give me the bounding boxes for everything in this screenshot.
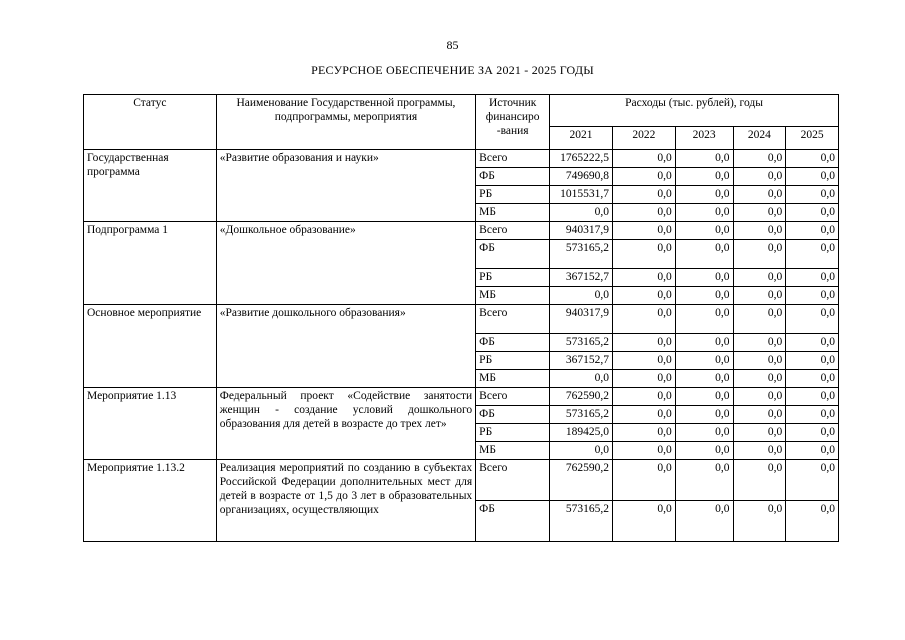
value-cell: 0,0 <box>612 186 675 204</box>
value-cell: 940317,9 <box>550 222 613 240</box>
source-cell: Всего <box>476 305 550 334</box>
value-cell: 0,0 <box>786 287 839 305</box>
source-cell: РБ <box>476 352 550 370</box>
source-cell: Всего <box>476 150 550 168</box>
source-cell: ФБ <box>476 406 550 424</box>
value-cell: 0,0 <box>786 334 839 352</box>
value-cell: 0,0 <box>550 442 613 460</box>
source-cell: Всего <box>476 460 550 501</box>
value-cell: 0,0 <box>733 424 786 442</box>
value-cell: 0,0 <box>675 352 733 370</box>
value-cell: 0,0 <box>675 287 733 305</box>
value-cell: 0,0 <box>612 287 675 305</box>
value-cell: 0,0 <box>733 186 786 204</box>
value-cell: 0,0 <box>786 269 839 287</box>
value-cell: 0,0 <box>786 352 839 370</box>
table-row <box>84 388 839 406</box>
value-cell: 0,0 <box>612 406 675 424</box>
document-title: РЕСУРСНОЕ ОБЕСПЕЧЕНИЕ ЗА 2021 - 2025 ГОДЫ <box>311 63 594 77</box>
value-cell: 0,0 <box>612 240 675 269</box>
value-cell: 0,0 <box>733 168 786 186</box>
value-cell: 0,0 <box>786 150 839 168</box>
resource-table <box>83 94 839 542</box>
table-row <box>84 222 839 240</box>
value-cell: 1765222,5 <box>550 150 613 168</box>
status-cell: Мероприятие 1.13 <box>84 388 217 460</box>
value-cell: 0,0 <box>612 150 675 168</box>
value-cell: 573165,2 <box>550 501 613 542</box>
value-cell: 0,0 <box>612 352 675 370</box>
header-status: Статус <box>84 95 217 150</box>
value-cell: 0,0 <box>733 501 786 542</box>
value-cell: 0,0 <box>612 269 675 287</box>
value-cell: 0,0 <box>733 334 786 352</box>
value-cell: 940317,9 <box>550 305 613 334</box>
value-cell: 0,0 <box>612 334 675 352</box>
name-cell: «Развитие образования и науки» <box>216 150 475 222</box>
value-cell: 0,0 <box>612 501 675 542</box>
name-cell: Реализация мероприятий по созданию в субъектах Российской Федерации дополнительных мест для детей в возрасте от 1,5 до 3 лет в образовательных организациях, осуществляющих <box>216 460 475 542</box>
value-cell: 0,0 <box>786 240 839 269</box>
source-cell: МБ <box>476 370 550 388</box>
value-cell: 0,0 <box>786 406 839 424</box>
source-cell: МБ <box>476 287 550 305</box>
value-cell: 0,0 <box>550 287 613 305</box>
source-cell: ФБ <box>476 240 550 269</box>
page-number: 85 <box>446 38 459 52</box>
value-cell: 0,0 <box>733 269 786 287</box>
source-cell: ФБ <box>476 334 550 352</box>
value-cell: 0,0 <box>786 186 839 204</box>
value-cell: 0,0 <box>612 204 675 222</box>
value-cell: 0,0 <box>675 406 733 424</box>
value-cell: 0,0 <box>733 240 786 269</box>
header-expenses: Расходы (тыс. рублей), годы <box>550 95 839 127</box>
header-name: Наименование Государственной программы, подпрограммы, мероприятия <box>216 95 475 150</box>
value-cell: 0,0 <box>786 460 839 501</box>
value-cell: 0,0 <box>675 370 733 388</box>
value-cell: 0,0 <box>733 204 786 222</box>
value-cell: 0,0 <box>675 150 733 168</box>
source-cell: РБ <box>476 269 550 287</box>
value-cell: 0,0 <box>675 168 733 186</box>
value-cell: 0,0 <box>550 204 613 222</box>
value-cell: 762590,2 <box>550 388 613 406</box>
source-cell: ФБ <box>476 501 550 542</box>
value-cell: 0,0 <box>786 168 839 186</box>
value-cell: 0,0 <box>675 222 733 240</box>
value-cell: 573165,2 <box>550 406 613 424</box>
value-cell: 0,0 <box>733 222 786 240</box>
value-cell: 0,0 <box>786 388 839 406</box>
value-cell: 762590,2 <box>550 460 613 501</box>
table-row <box>84 460 839 501</box>
value-cell: 189425,0 <box>550 424 613 442</box>
status-cell: Государственная программа <box>84 150 217 222</box>
value-cell: 0,0 <box>612 460 675 501</box>
value-cell: 0,0 <box>550 370 613 388</box>
value-cell: 0,0 <box>612 388 675 406</box>
value-cell: 367152,7 <box>550 269 613 287</box>
value-cell: 0,0 <box>786 305 839 334</box>
status-cell: Подпрограмма 1 <box>84 222 217 305</box>
value-cell: 367152,7 <box>550 352 613 370</box>
table-row <box>84 150 839 168</box>
value-cell: 1015531,7 <box>550 186 613 204</box>
value-cell: 0,0 <box>675 305 733 334</box>
value-cell: 0,0 <box>733 305 786 334</box>
value-cell: 0,0 <box>675 334 733 352</box>
value-cell: 0,0 <box>675 204 733 222</box>
value-cell: 0,0 <box>733 352 786 370</box>
source-cell: МБ <box>476 442 550 460</box>
value-cell: 0,0 <box>786 501 839 542</box>
value-cell: 0,0 <box>675 442 733 460</box>
header-year: 2025 <box>786 127 839 150</box>
value-cell: 0,0 <box>612 168 675 186</box>
name-cell: Федеральный проект «Содействие занятости женщин - создание условий дошкольного образования для детей в возрасте до трех лет» <box>216 388 475 460</box>
value-cell: 0,0 <box>612 442 675 460</box>
value-cell: 0,0 <box>733 150 786 168</box>
header-year: 2022 <box>612 127 675 150</box>
value-cell: 0,0 <box>612 222 675 240</box>
header-year: 2021 <box>550 127 613 150</box>
value-cell: 0,0 <box>786 370 839 388</box>
header-year: 2023 <box>675 127 733 150</box>
value-cell: 0,0 <box>612 305 675 334</box>
header-source: Источник финансиро -вания <box>476 95 550 150</box>
value-cell: 0,0 <box>675 240 733 269</box>
value-cell: 0,0 <box>675 501 733 542</box>
source-cell: МБ <box>476 204 550 222</box>
header-year: 2024 <box>733 127 786 150</box>
value-cell: 749690,8 <box>550 168 613 186</box>
value-cell: 0,0 <box>733 406 786 424</box>
source-cell: Всего <box>476 222 550 240</box>
value-cell: 0,0 <box>786 442 839 460</box>
source-cell: РБ <box>476 424 550 442</box>
value-cell: 573165,2 <box>550 240 613 269</box>
value-cell: 0,0 <box>786 424 839 442</box>
value-cell: 0,0 <box>733 370 786 388</box>
value-cell: 0,0 <box>675 269 733 287</box>
value-cell: 0,0 <box>733 388 786 406</box>
table-row <box>84 305 839 334</box>
status-cell: Основное мероприятие <box>84 305 217 388</box>
value-cell: 0,0 <box>786 222 839 240</box>
value-cell: 0,0 <box>675 460 733 501</box>
value-cell: 0,0 <box>612 424 675 442</box>
value-cell: 0,0 <box>733 442 786 460</box>
name-cell: «Дошкольное образование» <box>216 222 475 305</box>
status-cell: Мероприятие 1.13.2 <box>84 460 217 542</box>
value-cell: 0,0 <box>675 186 733 204</box>
value-cell: 0,0 <box>612 370 675 388</box>
name-cell: «Развитие дошкольного образования» <box>216 305 475 388</box>
value-cell: 0,0 <box>675 424 733 442</box>
value-cell: 0,0 <box>733 460 786 501</box>
source-cell: Всего <box>476 388 550 406</box>
value-cell: 0,0 <box>786 204 839 222</box>
source-cell: ФБ <box>476 168 550 186</box>
source-cell: РБ <box>476 186 550 204</box>
value-cell: 0,0 <box>733 287 786 305</box>
value-cell: 0,0 <box>675 388 733 406</box>
value-cell: 573165,2 <box>550 334 613 352</box>
